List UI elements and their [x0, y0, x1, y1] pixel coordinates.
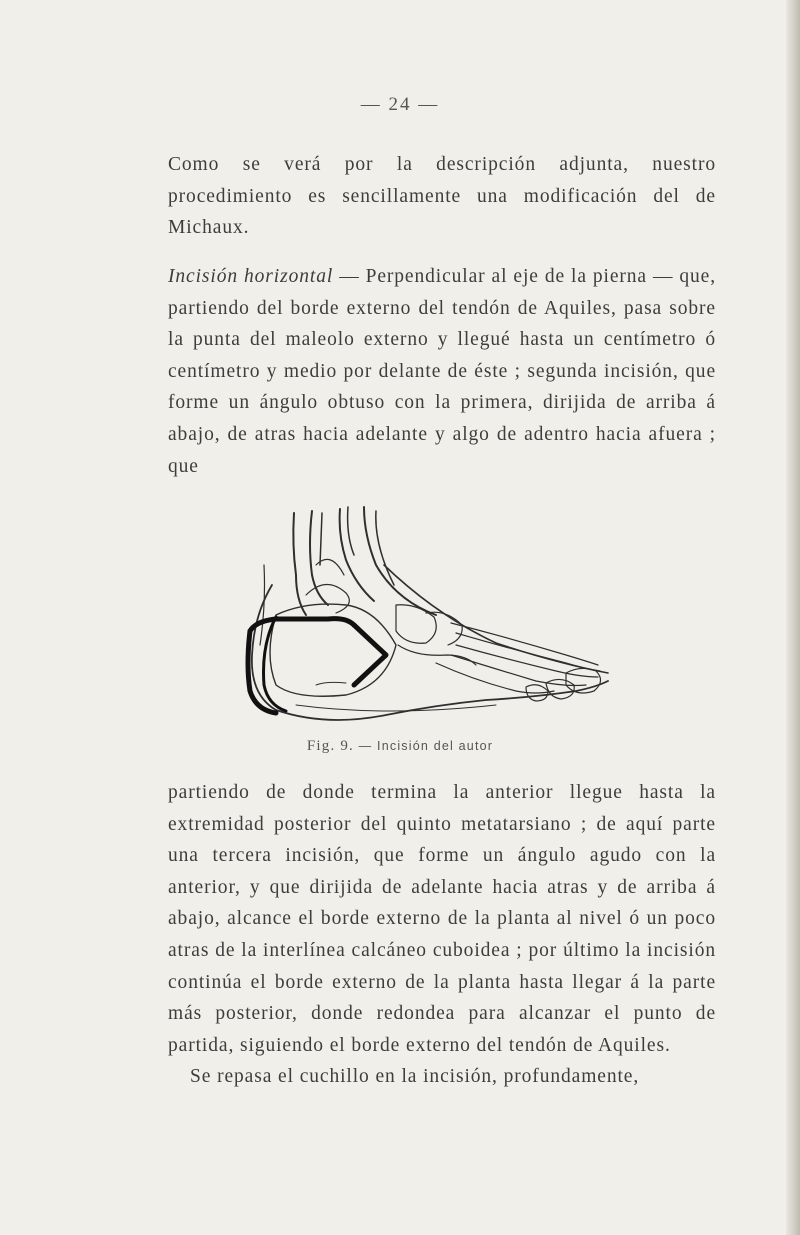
paragraph-text: partiendo de donde termina la anterior llegue hasta la extremidad posterior del quinto metatarsiano ; de aquí parte una tercera incisión, que forme un ángulo agudo con la anterior, y que dirijida de adelante hacia atras y de arriba á abajo, alcance el borde externo de la planta al nivel ó un poco atras de la interlínea calcáneo cuboidea ; por último la incisión continúa el borde externo de la planta hasta llegar á la parte más posterior, donde redondea para alcanzar el punto de partida, siguiendo el borde externo del tendón de Aquiles. — [168, 782, 716, 1056]
paragraph-intro — [168, 149, 716, 244]
foot-illustration — [236, 505, 636, 730]
section-heading: Incisión horizontal — [168, 266, 334, 287]
paragraph-text: — Perpendicular al eje de la pierna — que, partiendo del borde externo del tendón de Aquiles, pasa sobre la punta del maleolo externo y llegué hasta un centímetro ó centímetro y medio por delante de éste ; segunda incisión, que forme un ángulo obtuso con la primera, dirijida de arriba á abajo, de atras hacia adelante y algo de adentro hacia afuera ; que — [168, 266, 716, 477]
figure-caption-text: — Incisión del autor — [354, 739, 494, 753]
page-edge-shadow — [786, 0, 800, 1235]
figure-caption — [0, 738, 800, 755]
paragraph-final — [168, 1061, 716, 1093]
paragraph-text: Como se verá por la descripción adjunta, nuestro procedimiento es sencillamente una modificación del de Michaux. — [168, 154, 716, 239]
page-number: — 24 — — [360, 94, 440, 115]
paragraph-incision — [168, 261, 716, 482]
figure-label: Fig. 9. — [306, 738, 354, 754]
paragraph-text: Se repasa el cuchillo en la incisión, profundamente, — [190, 1066, 640, 1087]
paragraph-continuation — [168, 777, 716, 1061]
